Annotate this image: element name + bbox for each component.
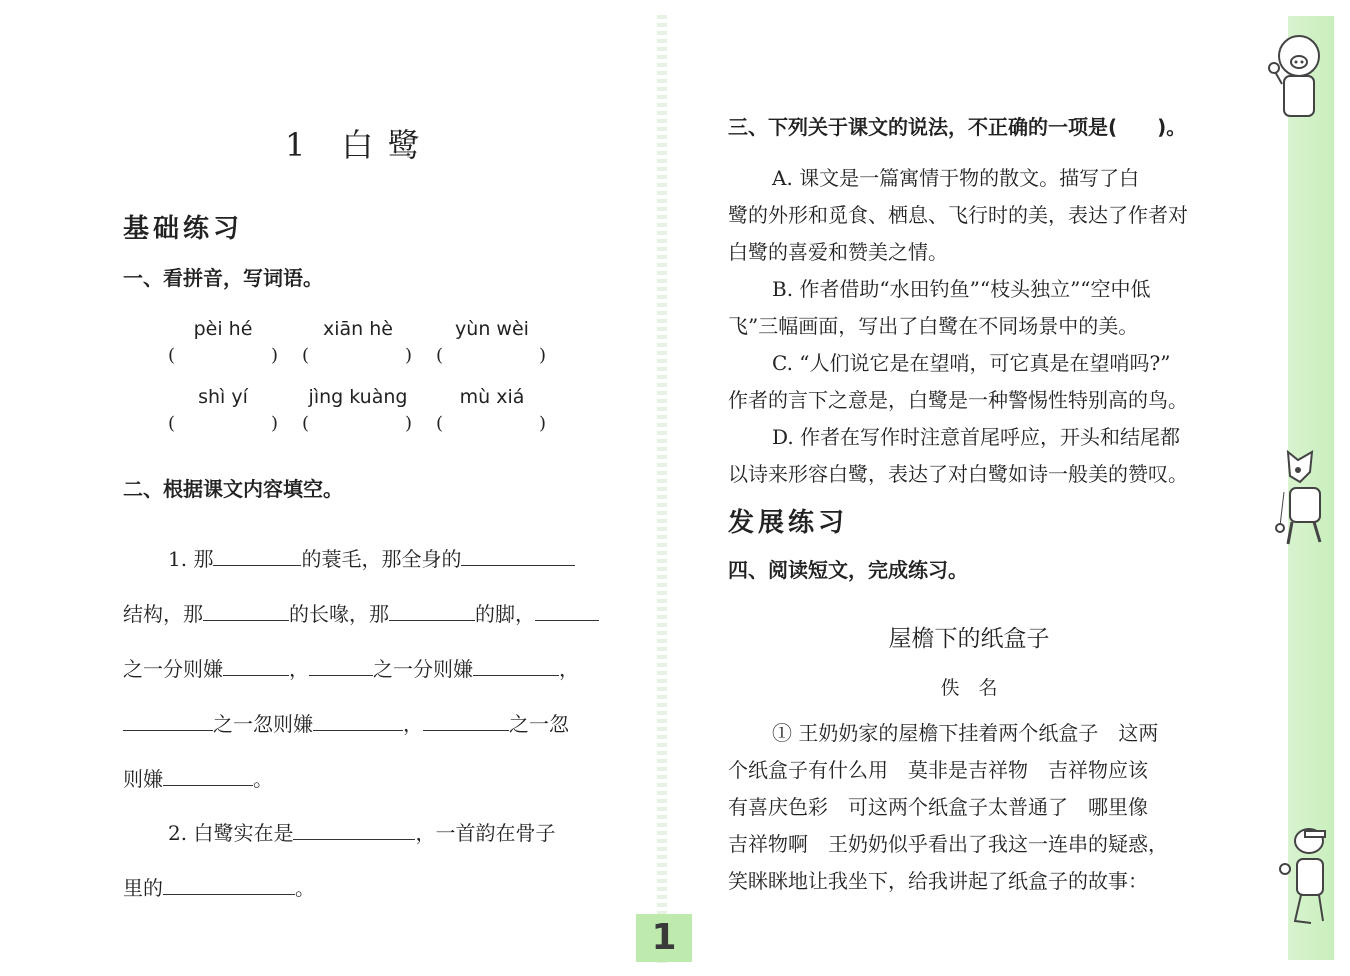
- question-2: 二、根据课文内容填空。: [123, 477, 343, 501]
- fill-blank[interactable]: [163, 874, 295, 895]
- fill-line-1: 1. 那 的蓑毛，那全身的: [168, 543, 575, 572]
- section-basic: 基础练习: [123, 214, 244, 244]
- fill-line-5: 则嫌 。: [123, 767, 273, 791]
- answer-box-5[interactable]: ( ): [302, 413, 412, 434]
- option-a[interactable]: A. 课文是一篇寓情于物的散文。描写了白: [772, 166, 1140, 190]
- fill-blank[interactable]: [309, 655, 373, 676]
- dog-mascot-icon: [1275, 825, 1335, 930]
- fill-blank[interactable]: [423, 710, 509, 731]
- option-c[interactable]: C. “人们说它是在望哨，可它真是在望哨吗?”: [772, 351, 1171, 375]
- answer-box-2[interactable]: ( ): [302, 345, 412, 366]
- story-paragraph: ① 王奶奶家的屋檐下挂着两个纸盒子 这两 个纸盒子有什么用 莫非是吉祥物 吉祥物应该 有喜庆色彩 可这两个纸盒子太普通了 哪里像 吉祥物啊 王奶奶似乎看出了我这一连串的疑惑， 笑眯眯地让我坐下，给我讲起了纸盒子的故事：: [728, 721, 1168, 893]
- fill-blank[interactable]: [461, 545, 575, 566]
- pinyin-2: xiān hè: [323, 318, 393, 340]
- fill-line-4: 之一忽则嫌 ， 之一忽: [123, 708, 569, 737]
- story-author: 佚 名: [940, 677, 998, 699]
- answer-box-3[interactable]: ( ): [436, 345, 546, 366]
- wolf-yoyo-mascot-icon: [1268, 440, 1334, 550]
- fill-blank[interactable]: [389, 600, 475, 621]
- fill-blank[interactable]: [123, 710, 213, 731]
- option-d[interactable]: D. 作者在写作时注意首尾呼应，开头和结尾都: [772, 425, 1181, 449]
- options-block: A. 课文是一篇寓情于物的散文。描写了白 鹭的外形和觅食、栖息、飞行时的美，表达了作者对 白鹭的喜爱和赞美之情。 B. 作者借助“水田钓鱼”“枝头独立”“空中低 飞”三幅画面，写出了白鹭在不同场景中的美。 C. “人们说它是在望哨，可它真是在望哨吗?” 作者的言下之意是，白鹭是一种警惕性特别高的鸟。 D. 作者在写作时注意首尾呼应，开头和结尾都 以诗来形容白鹭，表达了对白鹭如诗一般美的赞叹。: [728, 160, 1210, 493]
- question-1: 一、看拼音，写词语。: [123, 266, 323, 290]
- question-4: 四、阅读短文，完成练习。: [728, 558, 968, 582]
- fill-blank[interactable]: [535, 600, 599, 621]
- lesson-title: [285, 120, 456, 166]
- lesson-title-text: 白 鹭: [341, 126, 422, 164]
- story-title: 屋檐下的纸盒子: [888, 626, 1050, 652]
- pig-mascot-icon: [1266, 30, 1326, 125]
- fill-line-6: 2. 白鹭实在是 ，一首韵在骨子: [168, 821, 556, 845]
- lesson-number: 1: [285, 126, 308, 164]
- fill-blank[interactable]: [473, 655, 559, 676]
- fill-blank[interactable]: [163, 765, 253, 786]
- fill-blank[interactable]: [203, 600, 289, 621]
- fill-blank[interactable]: [293, 819, 415, 840]
- pinyin-1: pèi hé: [193, 318, 253, 340]
- answer-box-4[interactable]: ( ): [168, 413, 278, 434]
- pinyin-5: jìng kuàng: [308, 386, 408, 408]
- pinyin-4: shì yí: [198, 386, 248, 408]
- answer-box-1[interactable]: ( ): [168, 345, 278, 366]
- fill-line-3: 之一分则嫌 ， 之一分则嫌 ，: [123, 657, 579, 681]
- fill-line-7: 里的 。: [123, 876, 315, 900]
- pinyin-6: mù xiá: [459, 386, 525, 408]
- question-3: 三、下列关于课文的说法，不正确的一项是( )。: [728, 115, 1187, 139]
- pinyin-3: yùn wèi: [455, 318, 529, 340]
- fill-blank[interactable]: [213, 545, 301, 566]
- fill-blank[interactable]: [313, 710, 403, 731]
- page-number: 1: [636, 914, 692, 962]
- fill-line-2: 结构，那 的长喙，那 的脚，: [123, 598, 599, 627]
- answer-box-6[interactable]: ( ): [436, 413, 546, 434]
- fill-blank[interactable]: [223, 655, 289, 676]
- page-fold: [657, 15, 667, 965]
- section-development: 发展练习: [728, 508, 849, 538]
- option-b[interactable]: B. 作者借助“水田钓鱼”“枝头独立”“空中低: [772, 277, 1151, 301]
